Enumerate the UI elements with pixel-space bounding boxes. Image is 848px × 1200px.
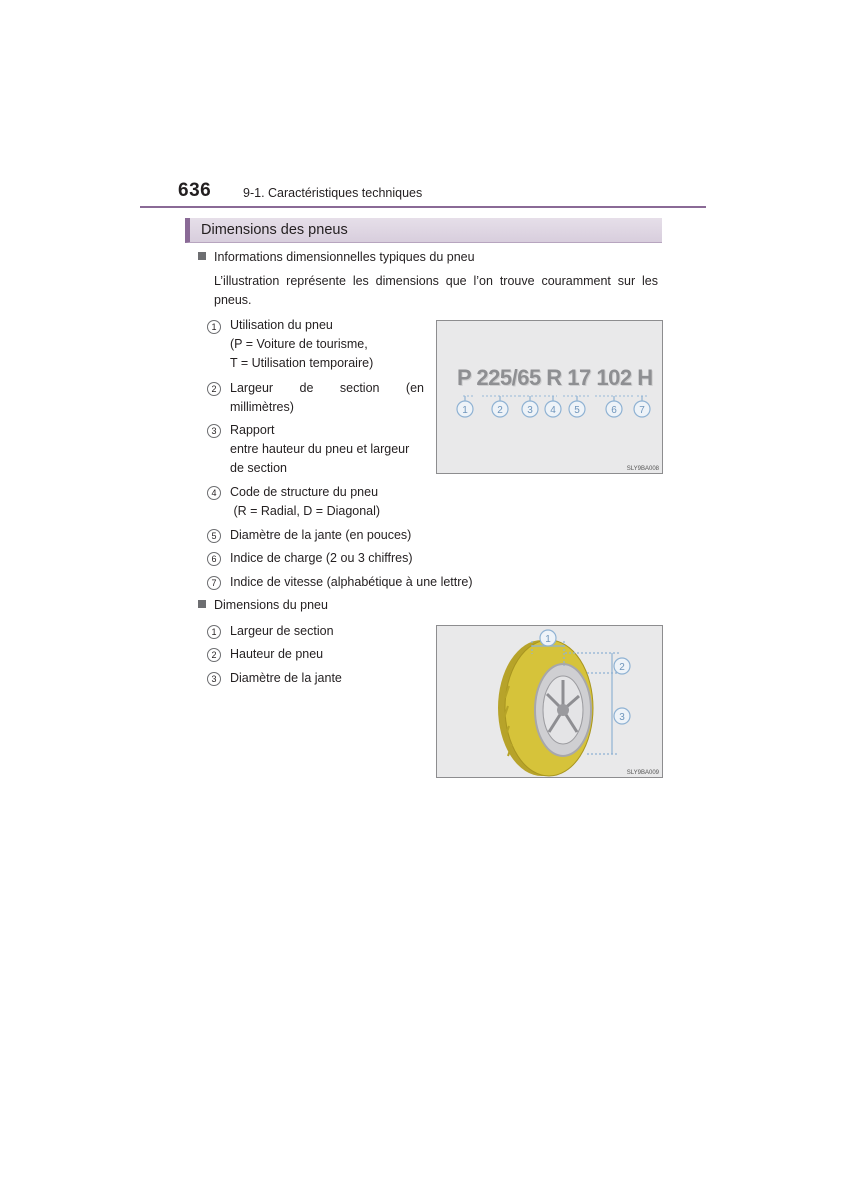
callout-label: 2 xyxy=(619,662,625,673)
list-line: millimètres) xyxy=(230,400,294,414)
subheading-dimensions-label: Dimensions du pneu xyxy=(214,598,328,612)
subheading-typical xyxy=(198,250,475,264)
circled-number: 1 xyxy=(207,320,221,334)
intro-paragraph: L’illustration représente les dimensions que l’on trouve couramment sur les pneus. xyxy=(214,274,658,307)
callout-label: 4 xyxy=(550,405,556,416)
list-item-text: Largeur de section xyxy=(230,624,334,638)
bullet-square-icon xyxy=(198,252,206,260)
list-item-text: Hauteur de pneu xyxy=(230,647,324,661)
callout-label: 2 xyxy=(497,405,503,416)
callout-label: 3 xyxy=(619,712,625,723)
callout-label: 6 xyxy=(611,405,617,416)
callout-label: 1 xyxy=(462,405,468,416)
subheading-dimensions xyxy=(198,598,328,612)
figure-id: SLY9BA008 xyxy=(626,466,659,472)
list-item-text xyxy=(230,421,430,478)
tire-code-callouts xyxy=(437,321,664,475)
circled-number: 7 xyxy=(207,576,221,590)
list-item-text xyxy=(230,573,570,592)
list-line: Utilisation du pneu xyxy=(230,318,333,332)
section-band xyxy=(185,218,662,243)
list-item-text: Diamètre de la jante xyxy=(230,671,342,685)
circled-number: 3 xyxy=(207,424,221,438)
circled-number: 2 xyxy=(207,648,221,662)
list-item-text xyxy=(230,483,450,521)
callout-label: 5 xyxy=(574,405,580,416)
section-title: Dimensions des pneus xyxy=(201,222,348,238)
list-line: Diamètre de la jante (en pouces) xyxy=(230,528,412,542)
circled-number: 5 xyxy=(207,529,221,543)
list-line: Indice de charge (2 ou 3 chiffres) xyxy=(230,551,413,565)
tire-code-text: P 225/65 R 17 102 H xyxy=(457,365,653,390)
tire-dimensions-figure xyxy=(436,625,663,778)
list-line: Indice de vitesse (alphabétique à une lettre) xyxy=(230,575,473,589)
subheading-typical-label: Informations dimensionnelles typiques du pneu xyxy=(214,250,475,264)
circled-number: 3 xyxy=(207,672,221,686)
callout-label: 1 xyxy=(545,634,551,645)
callout-label: 7 xyxy=(639,405,645,416)
list-line: (R = Radial, D = Diagonal) xyxy=(230,504,381,518)
callout-label: 3 xyxy=(527,405,533,416)
circled-number: 2 xyxy=(207,382,221,396)
header-divider xyxy=(140,206,706,208)
page-number: 636 xyxy=(178,180,212,201)
chapter-title: 9-1. Caractéristiques techniques xyxy=(243,186,423,200)
list-line: de section xyxy=(230,461,287,475)
list-line: (P = Voiture de tourisme, xyxy=(230,337,368,351)
list-item-text xyxy=(230,316,430,373)
bullet-square-icon xyxy=(198,600,206,608)
figure-id: SLY9BA009 xyxy=(626,770,659,776)
list-item-text xyxy=(230,379,424,417)
circled-number: 1 xyxy=(207,625,221,639)
circled-number: 6 xyxy=(207,552,221,566)
circled-number: 4 xyxy=(207,486,221,500)
list-item-text xyxy=(230,549,530,568)
list-line: Code de structure du pneu xyxy=(230,485,379,499)
list-line: Rapport xyxy=(230,423,275,437)
list-line: T = Utilisation temporaire) xyxy=(230,356,374,370)
tire-code-figure xyxy=(436,320,663,474)
tire-illustration xyxy=(437,626,664,779)
list-line: entre hauteur du pneu et largeur xyxy=(230,442,410,456)
list-line: Largeur de section (en xyxy=(230,381,424,395)
list-item-text xyxy=(230,526,530,545)
